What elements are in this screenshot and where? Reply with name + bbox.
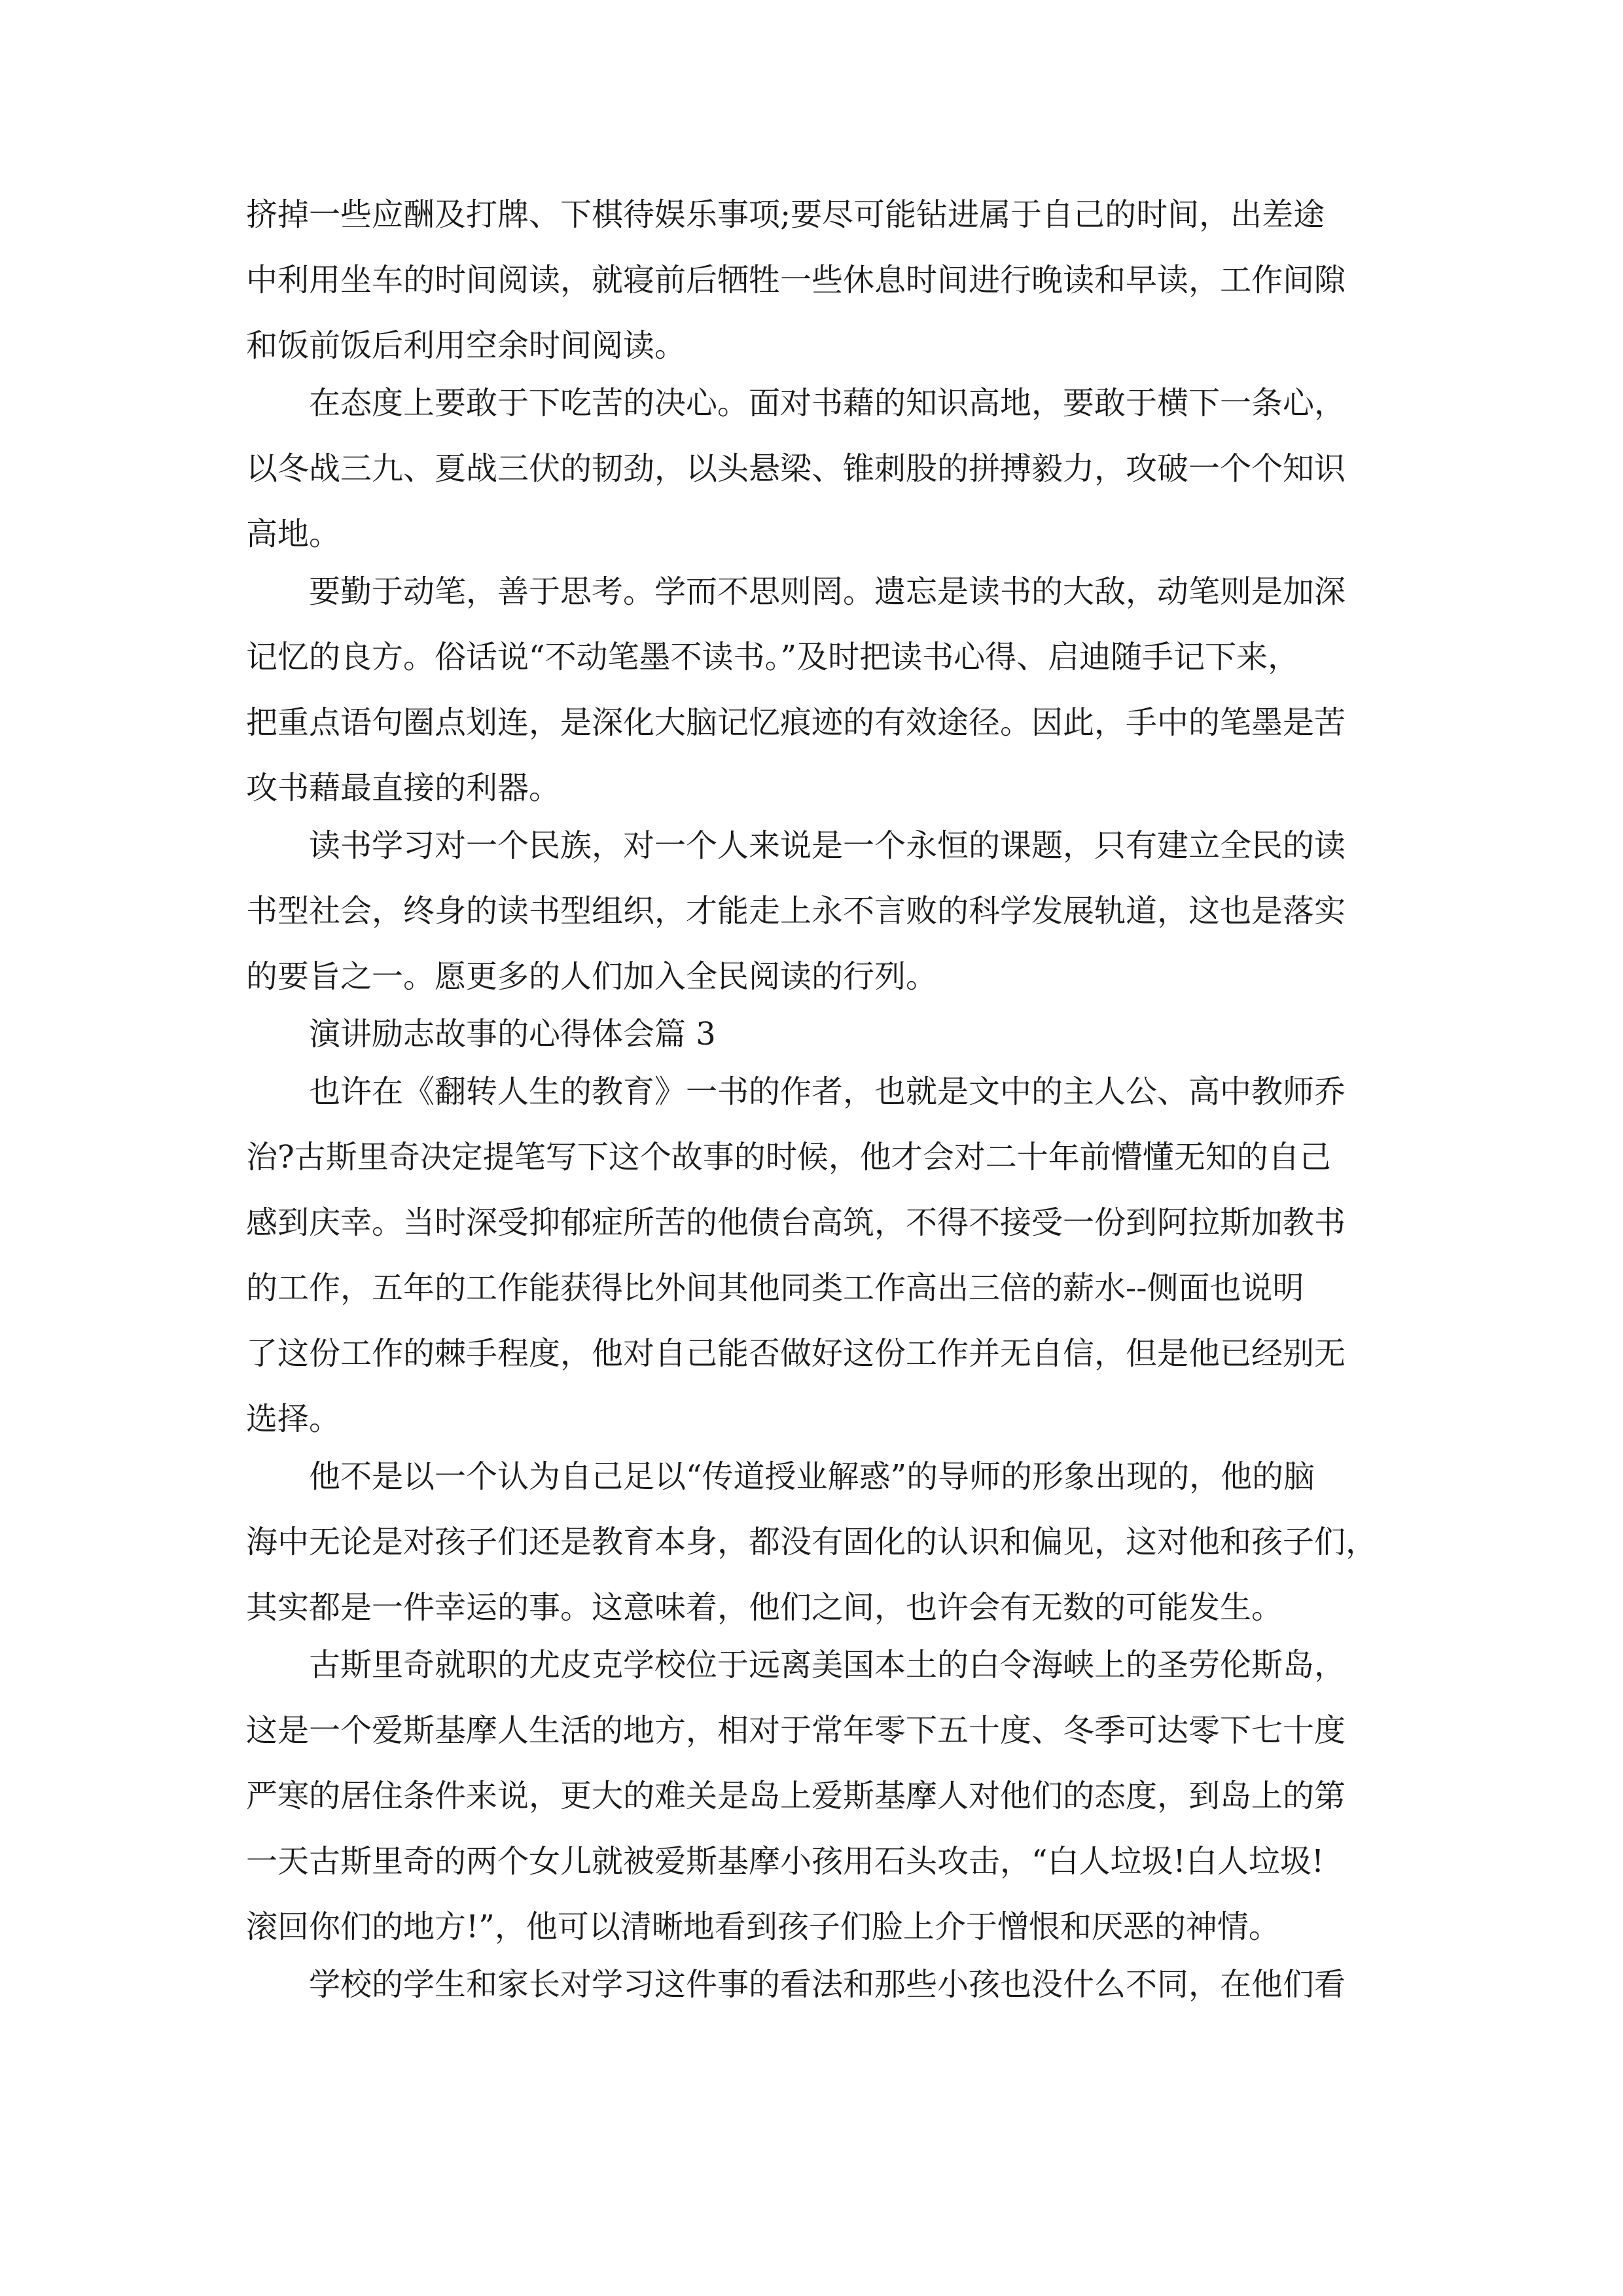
text-line: 古斯里奇就职的尤皮克学校位于远离美国本土的白令海峡上的圣劳伦斯岛，	[309, 1647, 1346, 1683]
paragraph	[246, 382, 1398, 555]
text-line: 的工作，五年的工作能获得比外间其他同类工作高出三倍的薪水--侧面也说明	[246, 1270, 1304, 1306]
paragraph	[246, 1071, 1398, 1440]
paragraph	[246, 1456, 1398, 1628]
text-line: 这是一个爱斯基摩人生活的地方，相对于常年零下五十度、冬季可达零下七十度	[246, 1712, 1346, 1749]
paragraph	[246, 1964, 1398, 2005]
text-line: 感到庆幸。当时深受抑郁症所苦的他债台高筑，不得不接受一份到阿拉斯加教书	[246, 1204, 1346, 1241]
text-line: 海中无论是对孩子们还是教育本身，都没有固化的认识和偏见，这对他和孩子们，	[246, 1524, 1378, 1560]
text-line: 也许在《翻转人生的教育》一书的作者，也就是文中的主人公、高中教师乔	[309, 1073, 1346, 1110]
text-line: 学校的学生和家长对学习这件事的看法和那些小孩也没什么不同，在他们看	[309, 1966, 1346, 2003]
text-line: 中利用坐车的时间阅读，就寝前后牺牲一些休息时间进行晚读和早读，工作间隙	[246, 262, 1346, 298]
text-line: 选择。	[246, 1401, 341, 1437]
text-line: 书型社会，终身的读书型组织，才能走上永不言败的科学发展轨道，这也是落实	[246, 893, 1346, 929]
text-line: 其实都是一件幸运的事。这意味着，他们之间，也许会有无数的可能发生。	[246, 1589, 1283, 1626]
text-line: 读书学习对一个民族，对一个人来说是一个永恒的课题，只有建立全民的读	[309, 827, 1346, 864]
text-line: 挤掉一些应酬及打牌、下棋待娱乐事项;要尽可能钻进属于自己的时间，出差途	[246, 196, 1325, 233]
section-heading	[246, 1013, 1398, 1055]
paragraph	[246, 571, 1398, 809]
text-line: 的要旨之一。愿更多的人们加入全民阅读的行列。	[246, 958, 938, 995]
paragraph	[246, 1644, 1398, 1948]
text-line: 在态度上要敢于下吃苦的决心。面对书藉的知识高地，要敢于横下一条心，	[309, 385, 1346, 422]
text-line: 把重点语句圈点划连，是深化大脑记忆痕迹的有效途径。因此，手中的笔墨是苦	[246, 704, 1346, 741]
text-line: 治?古斯里奇决定提笔写下这个故事的时候，他才会对二十年前懵懂无知的自己	[246, 1139, 1331, 1175]
text-line: 严寒的居住条件来说，更大的难关是岛上爱斯基摩人对他们的态度，到岛上的第	[246, 1778, 1346, 1814]
text-line: 和饭前饭后利用空余时间阅读。	[246, 327, 687, 364]
text-line: 演讲励志故事的心得体会篇 3	[309, 1016, 716, 1052]
text-line: 要勤于动笔，善于思考。学而不思则罔。遗忘是读书的大敌，动笔则是加深	[309, 573, 1346, 610]
text-line: 他不是以一个认为自己足以“传道授业解惑”的导师的形象出现的，他的脑	[309, 1458, 1315, 1495]
text-line: 滚回你们的地方!”，他可以清晰地看到孩子们脸上介于憎恨和厌恶的神情。	[246, 1909, 1280, 1945]
document-body	[246, 194, 1398, 2021]
text-line: 以冬战三九、夏战三伏的韧劲，以头悬梁、锥刺股的拼搏毅力，攻破一个个知识	[246, 450, 1346, 487]
text-line: 攻书藉最直接的利器。	[246, 770, 561, 806]
text-line: 了这份工作的棘手程度，他对自己能否做好这份工作并无自信，但是他已经别无	[246, 1335, 1346, 1372]
text-line: 高地。	[246, 516, 341, 552]
text-line: 一天古斯里奇的两个女儿就被爱斯基摩小孩用石头攻击，“白人垃圾!白人垃圾!	[246, 1843, 1325, 1880]
text-line: 记忆的良方。俗话说“不动笔墨不读书。”及时把读书心得、启迪随手记下来，	[246, 639, 1300, 675]
paragraph	[246, 825, 1398, 997]
paragraph	[246, 194, 1398, 367]
